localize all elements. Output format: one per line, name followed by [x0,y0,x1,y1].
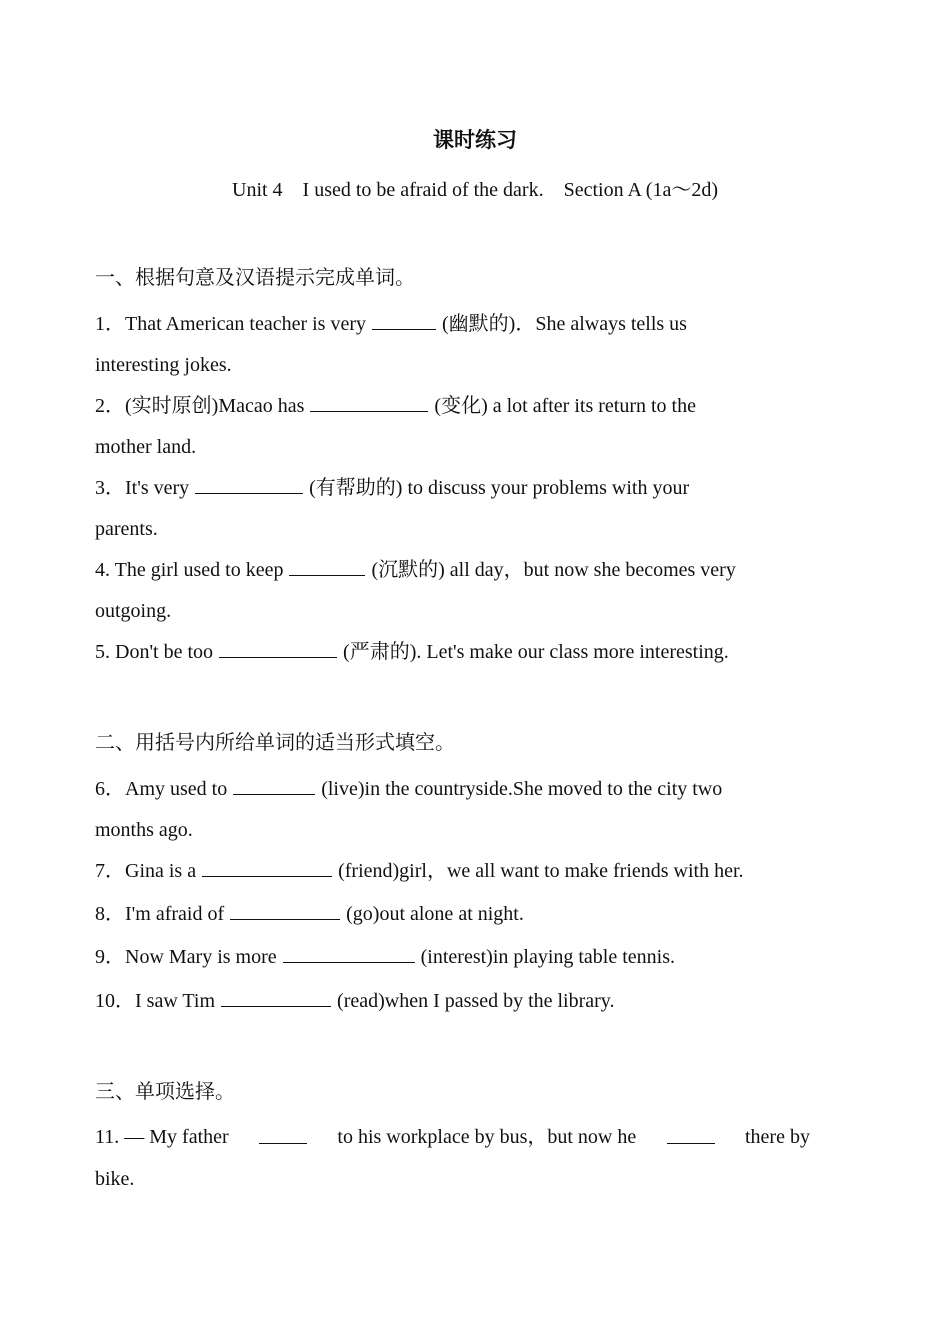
question-4-hint: (沉默的) all day，but now she becomes very [371,559,736,581]
question-8-blank[interactable] [230,899,340,920]
question-5-text: 5. Don't be too [95,641,214,663]
question-10 [95,986,810,1015]
question-11-text-b: to his workplace by bus，but now he [337,1126,637,1148]
question-9-text: 9．Now Mary is more [95,946,277,968]
question-3-blank[interactable] [195,473,303,494]
question-11-text-c: there by [744,1126,810,1148]
question-10-hint: (read)when I passed by the library. [337,990,615,1012]
question-2-text: 2．(实时原创)Macao has [95,395,305,417]
question-1-hint: (幽默的)．She always tells us [442,313,687,335]
question-5-hint: (严肃的). Let's make our class more interesting. [343,641,729,663]
question-11-text-a: 11. — My father [95,1126,229,1148]
question-4 [95,555,810,584]
question-11-blank-1[interactable] [259,1123,307,1144]
question-3-text: 3．It's very [95,477,190,499]
question-1-text: 1．That American teacher is very [95,313,366,335]
question-1-continuation: interesting jokes. [95,354,232,376]
question-10-blank[interactable] [221,986,331,1007]
question-7-hint: (friend)girl，we all want to make friends with her. [338,860,744,882]
question-4-continuation: outgoing. [95,600,172,622]
question-9 [95,942,810,971]
question-5 [95,637,810,666]
question-3-hint: (有帮助的) to discuss your problems with your [309,477,690,499]
question-1 [95,309,810,338]
question-4-blank[interactable] [289,555,365,576]
section-3-heading: 三、单项选择。 [95,1081,235,1103]
question-5-blank[interactable] [219,637,337,658]
question-9-hint: (interest)in playing table tennis. [420,946,676,968]
question-6-text: 6．Amy used to [95,778,228,800]
question-10-text: 10．I saw Tim [95,990,216,1012]
question-7 [95,856,810,885]
question-2-hint: (变化) a lot after its return to the [434,395,696,417]
question-11-blank-2[interactable] [667,1123,715,1144]
question-2-continuation: mother land. [95,436,197,458]
section-1-heading: 一、根据句意及汉语提示完成单词。 [95,267,415,289]
question-7-blank[interactable] [202,856,332,877]
question-6-continuation: months ago. [95,819,193,841]
question-8-hint: (go)out alone at night. [346,903,524,925]
question-6 [95,774,810,803]
question-7-text: 7．Gina is a [95,860,197,882]
question-11 [95,1123,810,1151]
question-9-blank[interactable] [283,942,415,963]
unit-subtitle: Unit 4 I used to be afraid of the dark. Section A (1a～2d) [232,179,718,201]
question-4-text: 4. The girl used to keep [95,559,284,581]
question-1-blank[interactable] [372,309,436,330]
question-2-blank[interactable] [310,391,428,412]
question-2 [95,391,810,420]
question-3-continuation: parents. [95,518,158,540]
question-6-hint: (live)in the countryside.She moved to the city two [321,778,723,800]
question-3 [95,473,810,502]
question-8-text: 8．I'm afraid of [95,903,225,925]
page-title: 课时练习 [433,128,517,152]
question-6-blank[interactable] [233,774,315,795]
question-11-continuation: bike. [95,1168,135,1190]
section-2-heading: 二、用括号内所给单词的适当形式填空。 [95,732,455,754]
question-8 [95,899,810,928]
